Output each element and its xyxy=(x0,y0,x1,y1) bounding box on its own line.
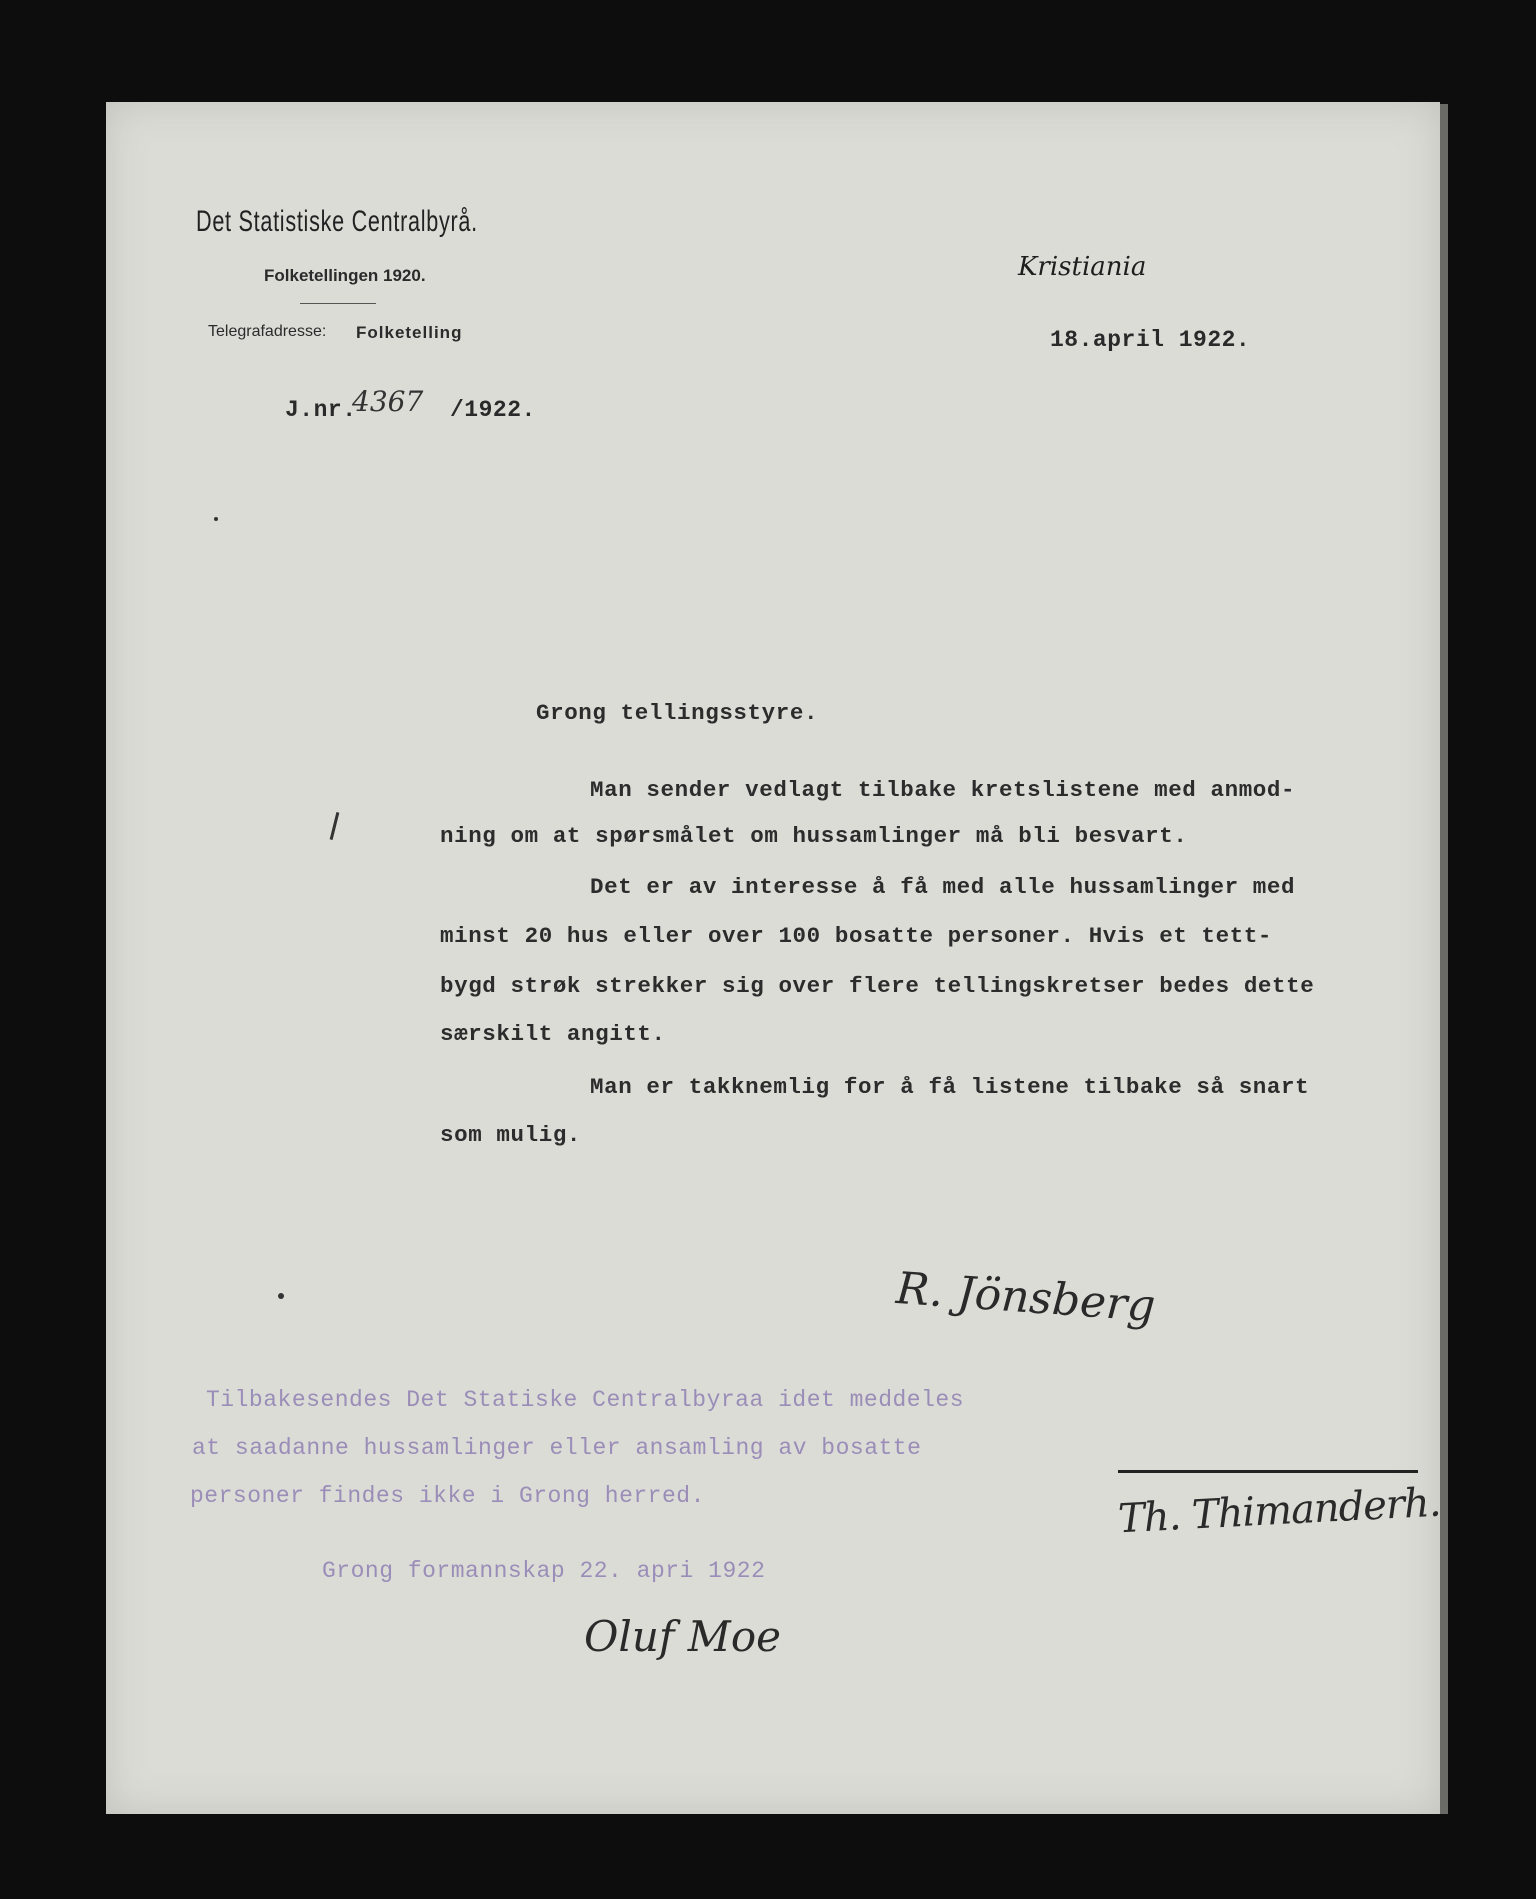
recipient: Grong tellingsstyre. xyxy=(536,700,819,726)
journal-suffix: /1922. xyxy=(450,397,536,423)
page-edge-shadow xyxy=(1440,104,1448,1814)
letterhead-org: Det Statistiske Centralbyrå. xyxy=(196,205,478,238)
body-line: særskilt angitt. xyxy=(440,1021,666,1047)
letterhead-census: Folketellingen 1920. xyxy=(264,266,426,285)
signature-overline xyxy=(1118,1470,1418,1473)
reply-line: personer findes ikke i Grong herred. xyxy=(190,1483,705,1509)
signature-moe: Oluf Moe xyxy=(584,1612,781,1661)
reply-line: at saadanne hussamlinger eller ansamling av bosatte xyxy=(192,1435,922,1461)
place-name: Kristiania xyxy=(1018,252,1147,282)
body-line: ning om at spørsmålet om hussamlinger må bli besvart. xyxy=(440,823,1188,849)
body-line: Det er av interesse å få med alle hussamlinger med xyxy=(590,874,1296,900)
signature-director: Th. Thimanderh. xyxy=(1117,1479,1442,1543)
margin-dot xyxy=(214,517,218,521)
letter-date: 18.april 1922. xyxy=(1050,327,1251,353)
reply-line: Tilbakesendes Det Statiske Centralbyraa idet meddeles xyxy=(206,1387,965,1413)
body-line: Man er takknemlig for å få listene tilbake så snart xyxy=(590,1074,1310,1100)
body-line: Man sender vedlagt tilbake kretslistene med anmod- xyxy=(590,777,1296,803)
margin-dot-2 xyxy=(278,1293,284,1299)
reply-place-date: Grong formannskap 22. apri 1922 xyxy=(322,1558,766,1584)
body-line: minst 20 hus eller over 100 bosatte personer. Hvis et tett- xyxy=(440,923,1273,949)
telegraph-label: Telegrafadresse: xyxy=(208,323,327,340)
signature-jonsberg: R. Jönsberg xyxy=(894,1263,1158,1332)
document-page xyxy=(106,102,1440,1814)
journal-number: 4367 xyxy=(352,385,424,418)
letterhead-divider xyxy=(300,303,376,304)
body-line: bygd strøk strekker sig over flere tellingskretser bedes dette xyxy=(440,973,1315,999)
journal-prefix: J.nr. xyxy=(285,397,357,423)
body-line: som mulig. xyxy=(440,1122,582,1148)
telegraph-value: Folketelling xyxy=(356,323,463,342)
